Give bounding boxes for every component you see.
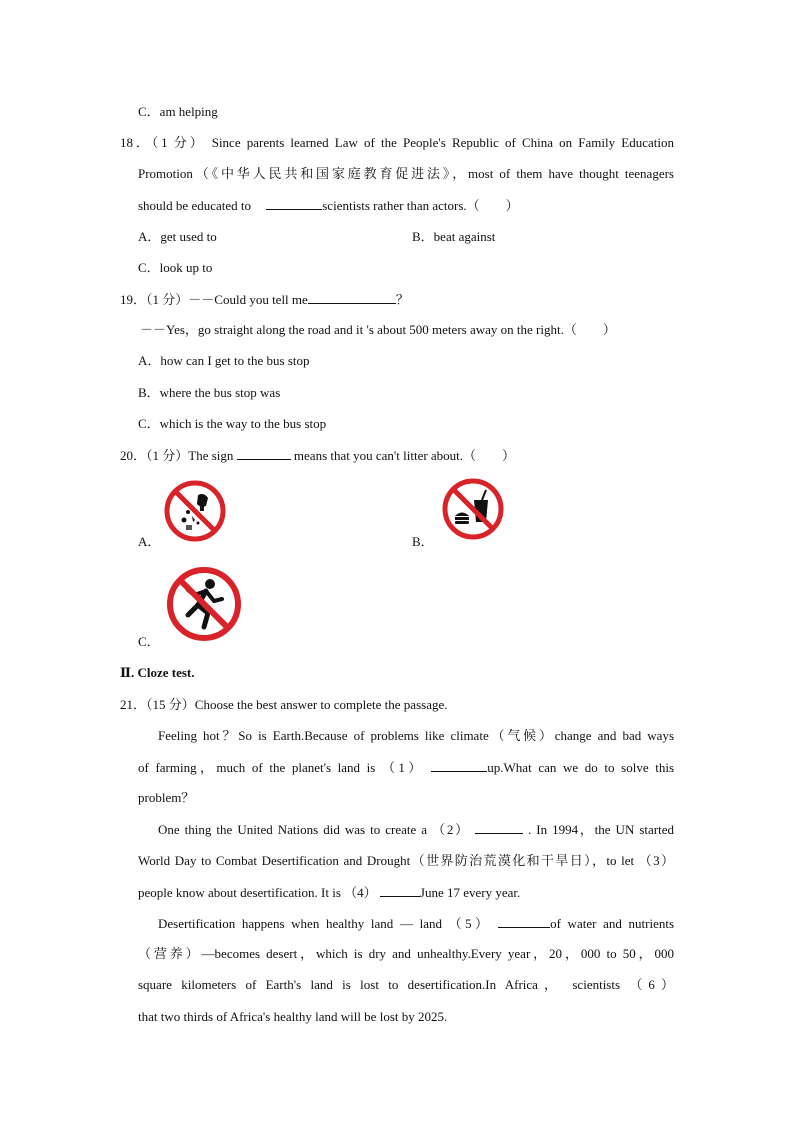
no-littering-sign-icon[interactable]	[162, 478, 228, 544]
q18-stem-line1	[120, 135, 674, 151]
q19-points: （1 分）	[146, 292, 189, 307]
q19-text-a: －－Could you tell me	[188, 292, 308, 307]
passage-p2-line3	[138, 884, 520, 901]
blank-1[interactable]	[431, 759, 487, 772]
passage-p2-line1b: . In 1994，the UN started	[527, 822, 675, 837]
q20-stem	[120, 447, 515, 464]
q20-option-b-label[interactable]: B．	[412, 534, 434, 549]
passage-p2-line3b: June 17 every year.	[419, 885, 521, 900]
q18-text-3b: scientists rather than actors.（ ）	[322, 198, 519, 213]
q21-instruction: Choose the best answer to complete the passage.	[194, 697, 448, 712]
blank-2[interactable]	[475, 821, 523, 834]
passage-p1-line1: Feeling hot？So is Earth.Because of problems like climate（气候）change and bad ways	[158, 728, 674, 743]
q18-text-3a: should be educated to	[138, 198, 251, 213]
q18-stem-line3	[138, 197, 519, 214]
passage-p3-line1a: Desertification happens when healthy land — land （5）	[158, 916, 492, 931]
q20-option-a-label[interactable]: A．	[138, 534, 161, 549]
q18-option-a[interactable]: A．get used to	[138, 229, 217, 244]
no-food-or-drink-sign-icon[interactable]	[440, 476, 506, 542]
q18-text-1: Since parents learned Law of the People's Republic of China on Family Education	[211, 135, 674, 150]
q21-points: （15 分）	[146, 697, 195, 712]
q20-points: （1 分）	[146, 448, 189, 463]
q19-text-b: ？	[395, 292, 409, 307]
section-title-cloze: Ⅱ. Cloze test.	[120, 665, 195, 680]
no-running-sign-icon[interactable]	[164, 564, 244, 644]
q20-option-c-label[interactable]: C．	[138, 634, 160, 649]
q19-stem	[120, 291, 409, 308]
q18-number: 18．	[120, 135, 152, 150]
q18-option-c[interactable]: C．look up to	[138, 260, 213, 275]
passage-p1-line2a: of farming，much of the planet's land is （1）	[138, 760, 425, 775]
passage-p1-line2	[138, 759, 674, 776]
passage-p2-line1a: One thing the United Nations did was to create a （2）	[158, 822, 470, 837]
passage-p3-line3: square kilometers of Earth's land is lost to desertification.In Africa， scientists （6）	[138, 977, 674, 992]
q18-points: （1 分）	[151, 135, 206, 150]
q18-option-b[interactable]: B．beat against	[412, 229, 496, 244]
passage-p1-line3: problem？	[138, 790, 195, 805]
passage-p3-line4: that two thirds of Africa's healthy land will be lost by 2025.	[138, 1009, 448, 1024]
q21-stem	[120, 697, 448, 713]
q19-answer-blank[interactable]	[308, 291, 396, 304]
passage-p3-line1	[158, 915, 674, 932]
passage-p2-line3a: people know about desertification. It is （4）	[138, 885, 377, 900]
passage-p2-line2: World Day to Combat Desertification and Drought（世界防治荒漠化和干旱日），to let （3）	[138, 853, 674, 868]
passage-p1-line2b: up.What can we do to solve this	[487, 760, 675, 775]
q19-option-c[interactable]: C．which is the way to the bus stop	[138, 416, 327, 431]
q18-answer-blank[interactable]	[266, 197, 322, 210]
blank-4[interactable]	[380, 884, 420, 897]
q17-option-c: C．am helping	[138, 104, 218, 119]
q20-text-a: The sign	[188, 448, 234, 463]
blank-5[interactable]	[498, 915, 550, 928]
q19-number: 19．	[120, 292, 147, 307]
q19-reply: －－Yes，go straight along the road and it 's about 500 meters away on the right.（ ）	[140, 322, 616, 337]
passage-p3-line2: （营养）—becomes desert，which is dry and unhealthy.Every year，20，000 to 50，000	[138, 946, 674, 961]
q20-text-b: means that you can't litter about.（ ）	[293, 448, 516, 463]
q20-answer-blank[interactable]	[237, 447, 291, 460]
q19-option-b[interactable]: B．where the bus stop was	[138, 385, 281, 400]
q19-option-a[interactable]: A．how can I get to the bus stop	[138, 353, 310, 368]
q18-stem-line2: Promotion（《中华人民共和国家庭教育促进法》，most of them have thought teenagers	[138, 166, 674, 181]
q21-number: 21．	[120, 697, 147, 712]
passage-p3-line1b: of water and nutrients	[550, 916, 675, 931]
passage-p2-line1	[158, 821, 674, 838]
q20-number: 20．	[120, 448, 147, 463]
